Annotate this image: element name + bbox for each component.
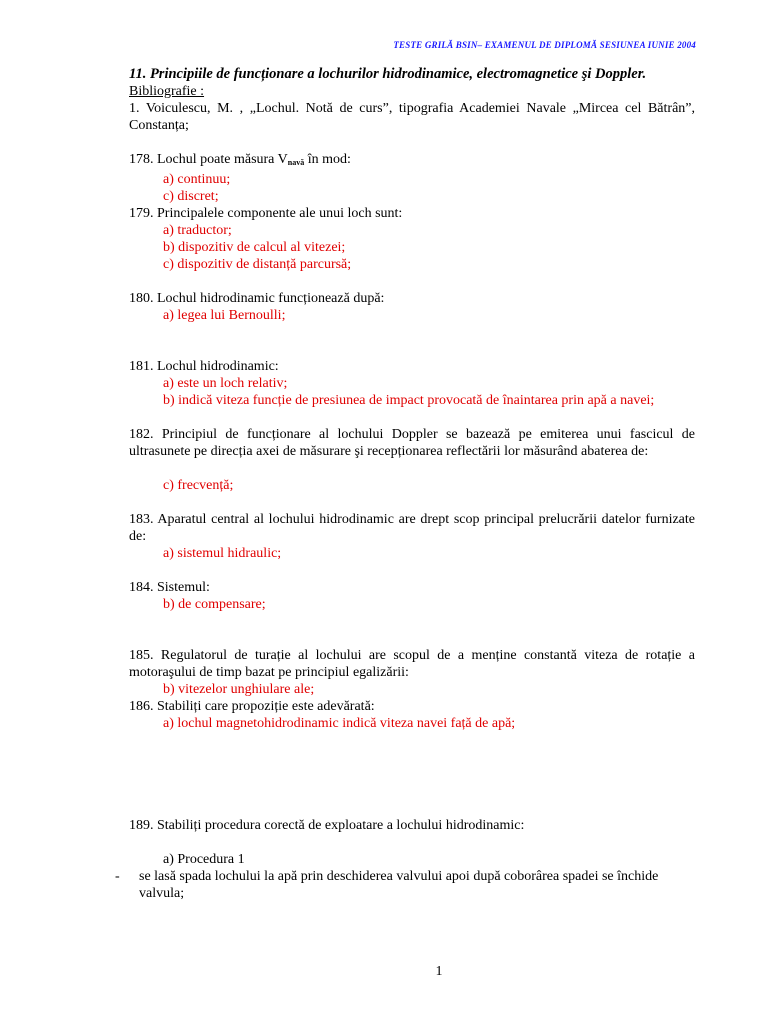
question-180: 180. Lochul hidrodinamic funcționează după: (129, 291, 385, 306)
answer-181-b: b) indică viteza funcție de presiunea de impact provocată de înaintarea prin apă a navei; (163, 393, 655, 408)
question-178-text-after: în mod: (304, 152, 351, 167)
answer-179-b: b) dispozitiv de calcul al vitezei; (163, 240, 346, 255)
question-178-subscript: navă (287, 158, 305, 167)
answer-179-c: c) dispozitiv de distanță parcursă; (163, 257, 352, 272)
bullet-dash: - (115, 869, 120, 884)
section-title: 11. Principiile de funcționare a lochurilor hidrodinamice, electromagnetice şi Doppler. (129, 66, 647, 82)
answer-182-c: c) frecvență; (163, 478, 234, 493)
answer-178-a: a) continuu; (163, 172, 231, 187)
procedure-bullet (115, 868, 695, 902)
procedure-bullet-text: se lasă spada lochului la apă prin deschiderea valvului apoi după coborârea spadei se închide valvula; (139, 869, 659, 901)
question-189: 189. Stabiliți procedura corectă de exploatare a lochului hidrodinamic: (129, 818, 525, 833)
question-182: 182. Principiul de funcționare al lochului Doppler se bazează pe emiterea unui fascicul de ultrasunete pe direcția axei de măsurare şi recepționarea reflectării lor măsurând abaterea de: (129, 427, 695, 459)
page-content (115, 66, 695, 902)
question-185: 185. Regulatorul de turație al lochului are scopul de a menține constantă viteza de rotație a motoraşului de timp bazat pe principiul egalizării: (129, 648, 695, 680)
question-183: 183. Aparatul central al lochului hidrodinamic are drept scop principal prelucrării datelor furnizate de: (129, 512, 695, 544)
answer-178-c: c) discret; (163, 189, 219, 204)
question-178 (129, 151, 695, 171)
question-181: 181. Lochul hidrodinamic: (129, 359, 279, 374)
answer-186-a: a) lochul magnetohidrodinamic indică viteza navei față de apă; (163, 716, 516, 731)
procedure-label: a) Procedura 1 (163, 852, 245, 867)
question-178-text-before: 178. Lochul poate măsura V (129, 152, 288, 167)
answer-184-b: b) de compensare; (163, 597, 266, 612)
answer-180-a: a) legea lui Bernoulli; (163, 308, 286, 323)
answer-185-b: b) vitezelor unghiulare ale; (163, 682, 315, 697)
question-184: 184. Sistemul: (129, 580, 210, 595)
bibliography-entry: 1. Voiculescu, M. , „Lochul. Notă de curs”, tipografia Academiei Navale „Mircea cel Bătrân”, Constanța; (129, 101, 695, 133)
answer-179-a: a) traductor; (163, 223, 232, 238)
question-186: 186. Stabiliți care propoziție este adevărată: (129, 699, 375, 714)
question-179: 179. Principalele componente ale unui loch sunt: (129, 206, 403, 221)
page-header: TESTE GRILĂ BSIN– EXAMENUL DE DIPLOMĂ SESIUNEA IUNIE 2004 (393, 40, 696, 50)
bibliography-label: Bibliografie : (129, 84, 205, 99)
answer-183-a: a) sistemul hidraulic; (163, 546, 282, 561)
page-number: 1 (435, 964, 443, 979)
answer-181-a: a) este un loch relativ; (163, 376, 288, 391)
